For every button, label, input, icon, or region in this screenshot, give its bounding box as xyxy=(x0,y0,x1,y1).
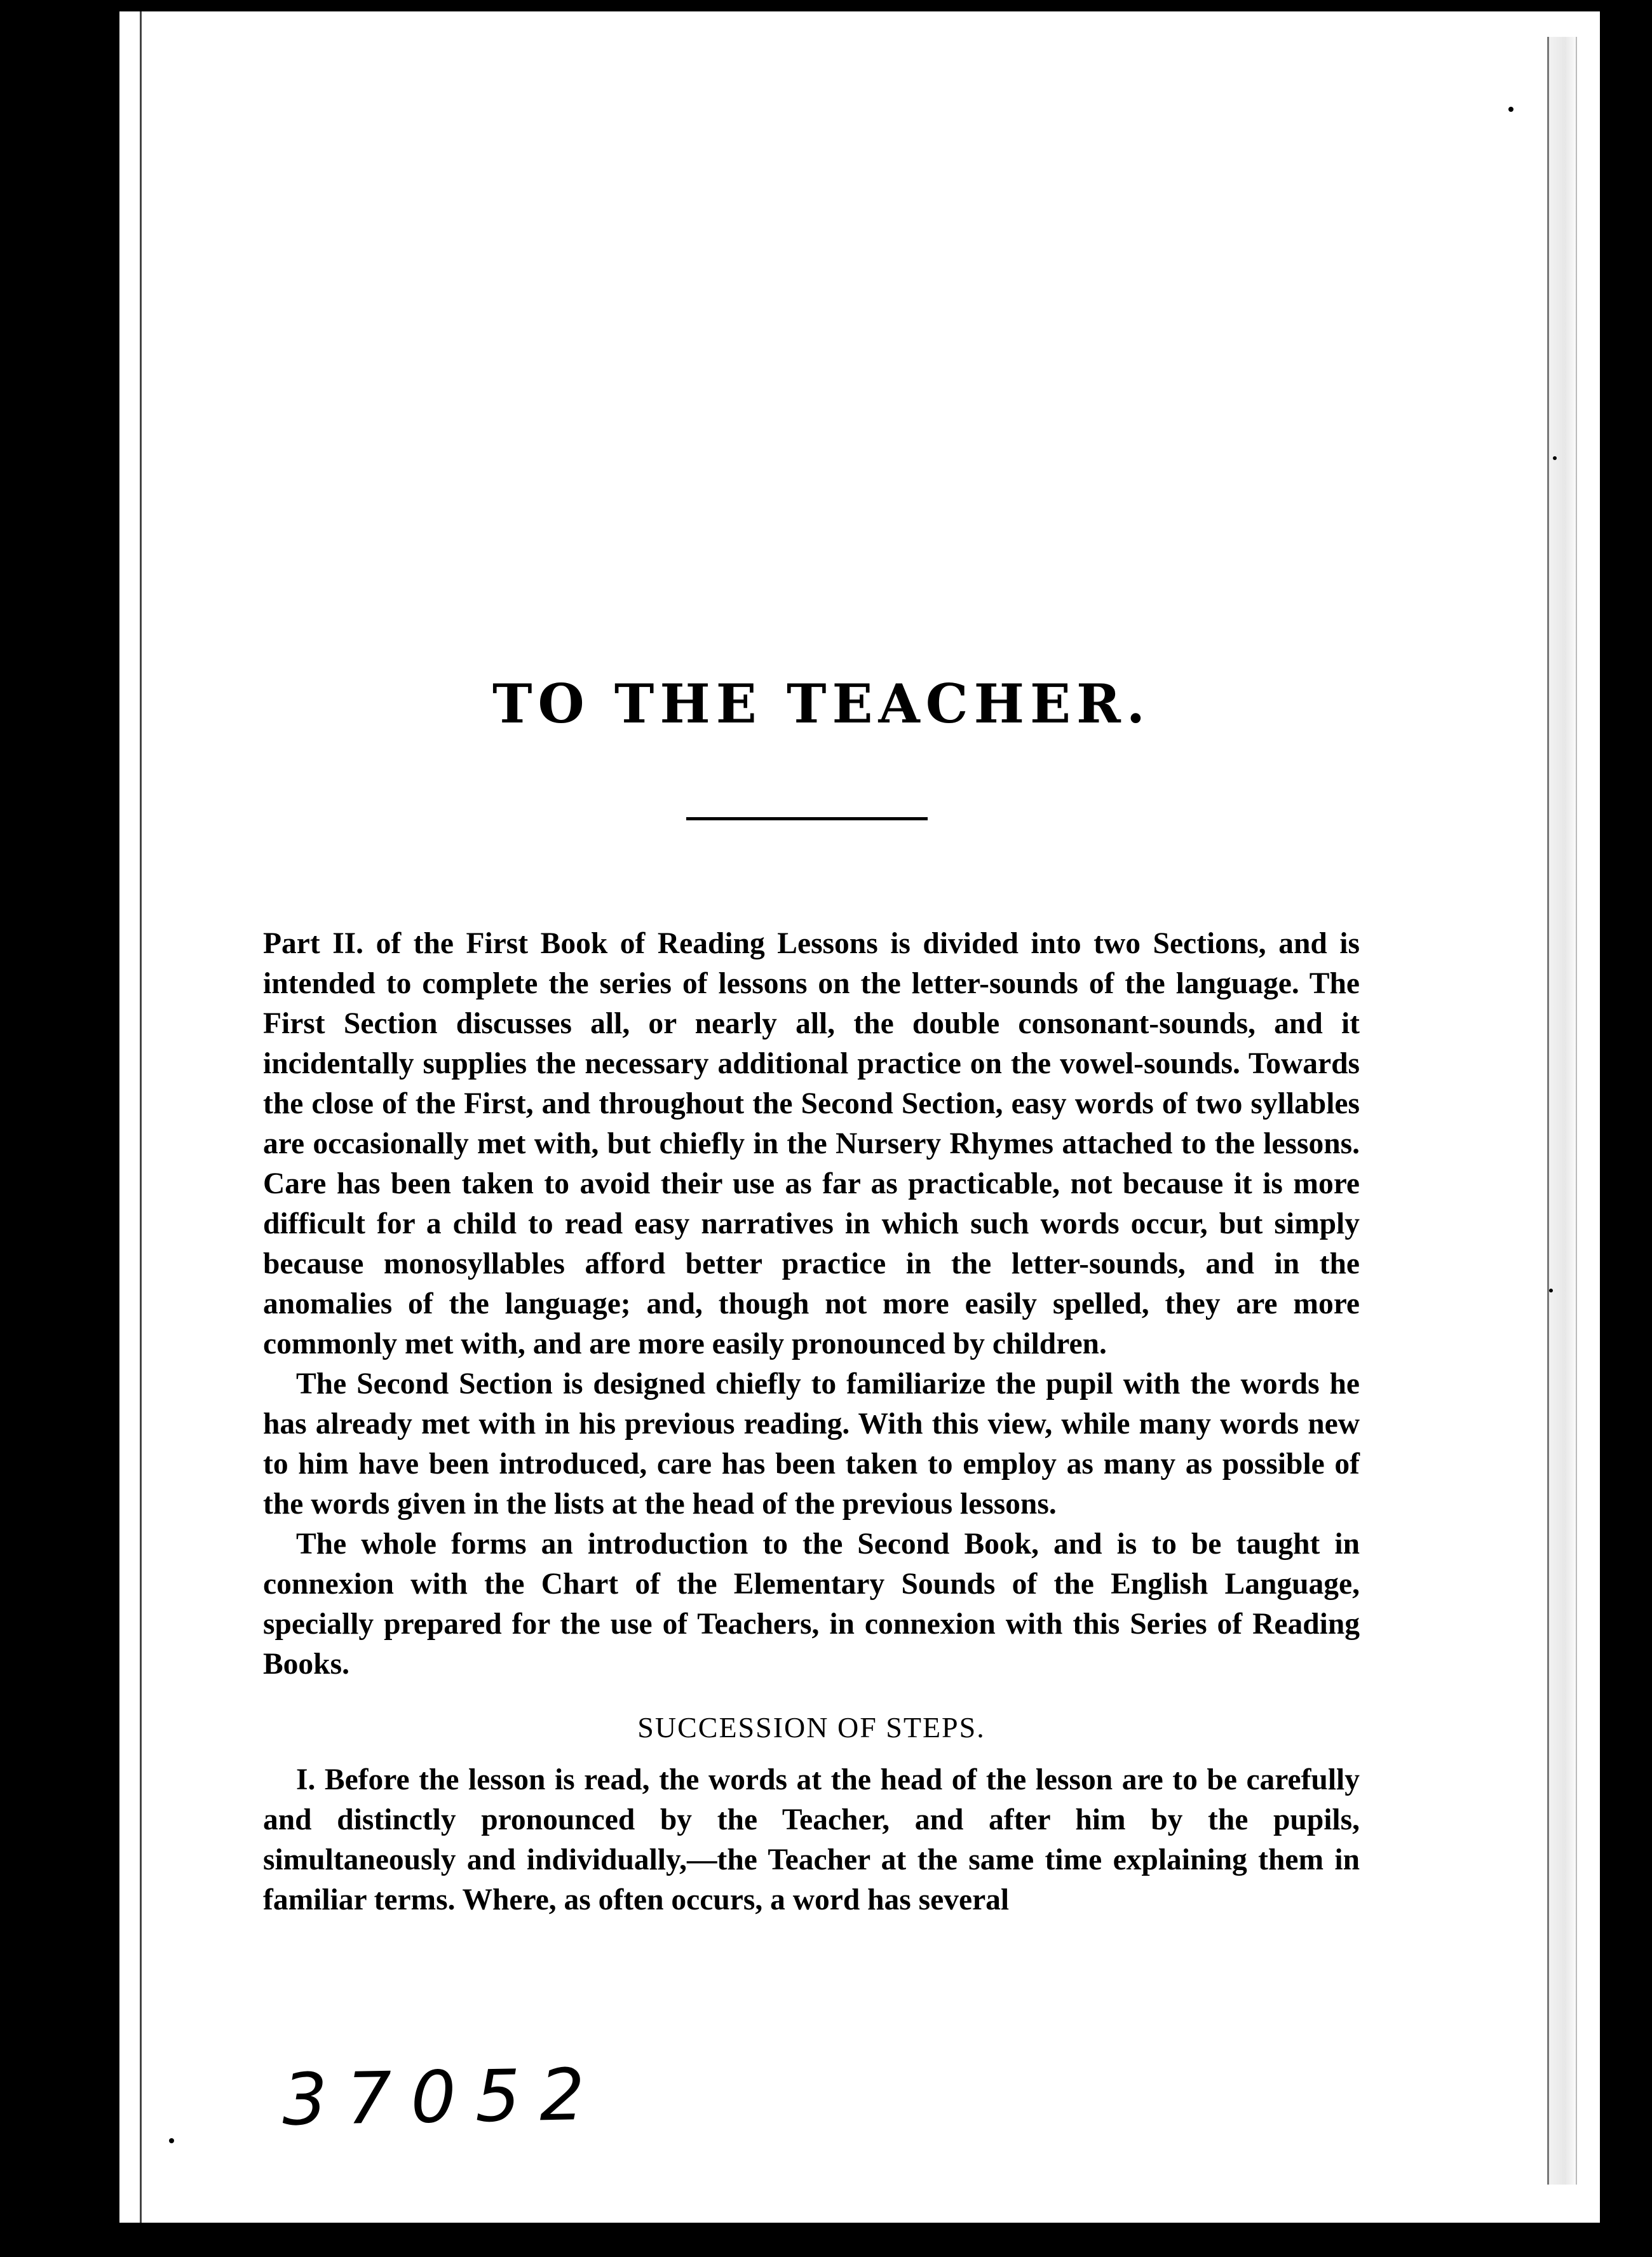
paragraph-2: The Second Section is designed chiefly to familiarize the pupil with the words he has already met with in his previous reading. With this view, while many words new to him have been introduced, care has been taken to employ as many as possible of the words given in the lists at the head of the previous lessons. xyxy=(263,1367,1360,1521)
ink-speck xyxy=(1508,107,1513,112)
ink-speck xyxy=(81,1786,86,1791)
page-edge xyxy=(1547,37,1577,2185)
paragraph-3: The whole forms an introduction to the Second Book, and is to be taught in connexion with the Chart of the Elementary Sounds of the English Language, specially prepared for the use of Teachers, in connexion with this Series of Reading Books. xyxy=(263,1528,1360,1681)
section-heading: SUCCESSION OF STEPS. xyxy=(637,1711,985,1744)
ink-speck xyxy=(169,2138,174,2143)
ink-speck xyxy=(698,2205,703,2210)
ink-speck xyxy=(1553,456,1557,460)
ink-speck xyxy=(71,1690,78,1697)
paragraph-1: Part II. of the First Book of Reading Lessons is divided into two Sections, and is intended to complete the series of lessons on the letter-sounds of the language. The First Section discusses all, or nearly all, the double consonant-sounds, and it incidentally supplies the necessary additional practice on the vowel-sounds. Towards the close of the First, and throughout the Second Section, easy words of two syllables are occasionally met with, but chiefly in the Nursery Rhymes attached to the lessons. Care has been taken to avoid their use as far as practicable, not because it is more difficult for a child to read easy narratives in which such words occur, but simply because monosyllables afford better practice in the letter-sounds, and in the anomalies of the language; and, though not more easily spelled, they are more commonly met with, and are more easily pronounced by children. xyxy=(263,927,1360,1360)
ink-speck xyxy=(1549,1289,1553,1292)
book-page xyxy=(119,11,1600,2223)
page-title: TO THE TEACHER. xyxy=(492,672,1151,735)
step-1: I. Before the lesson is read, the words at the head of the lesson are to be carefully and distinctly pronounced by the Teacher, and after him by the pupils, simultaneously and individually,—the Teacher at the same time explaining them in familiar terms. Where, as often occurs, a word has several xyxy=(263,1763,1360,1916)
body-text xyxy=(263,924,1360,1920)
binding-edge xyxy=(140,11,142,2223)
handwritten-number: 37052 xyxy=(281,2053,605,2142)
title-rule xyxy=(686,817,928,820)
